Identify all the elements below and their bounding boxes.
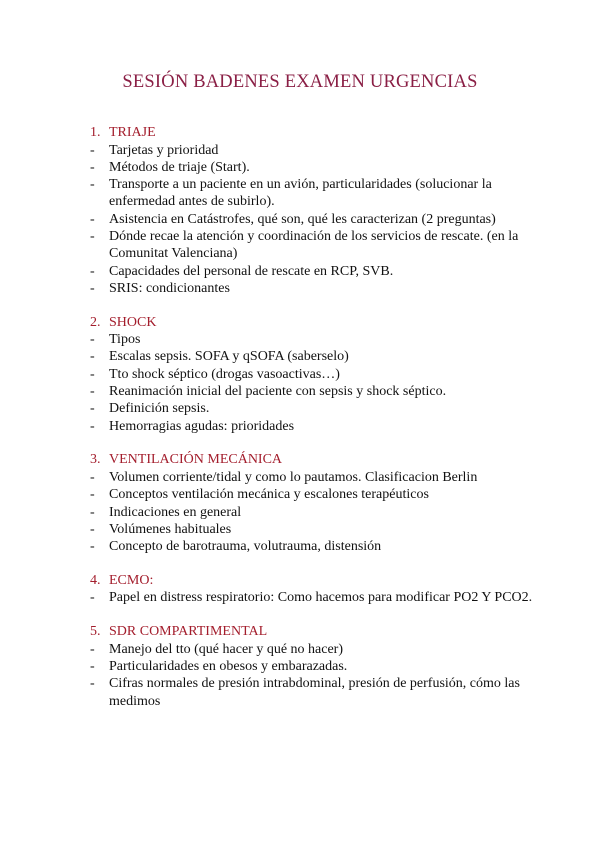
list-item [90, 280, 550, 297]
item-text: Indicaciones en general [109, 504, 242, 520]
list-item [90, 331, 550, 348]
bullet-dash: - [90, 641, 95, 657]
bullet-dash: - [90, 539, 95, 555]
section-heading [90, 623, 550, 641]
section-heading [90, 572, 550, 590]
section-title: TRIAJE [109, 125, 156, 140]
item-text: Capacidades del personal de rescate en RCP, SVB. [109, 263, 394, 279]
section-title: VENTILACIÓN MECÁNICA [109, 452, 283, 468]
bullet-dash: - [90, 590, 95, 606]
section-heading [90, 451, 550, 469]
item-list [90, 641, 550, 710]
item-text: SRIS: condicionantes [109, 280, 230, 296]
bullet-dash: - [90, 263, 95, 279]
section-number: 2. [90, 314, 101, 330]
section-ventilacion-mecanica [90, 451, 550, 555]
list-item [90, 641, 550, 658]
item-list [90, 469, 550, 555]
bullet-dash: - [90, 211, 95, 227]
list-item [90, 228, 550, 263]
item-text: Definición sepsis. [109, 401, 210, 417]
list-item [90, 418, 550, 435]
list-item [90, 176, 550, 211]
list-item [90, 486, 550, 503]
bullet-dash: - [90, 659, 95, 675]
list-item [90, 589, 550, 606]
document-content [90, 124, 550, 726]
item-text: Asistencia en Catástrofes, qué son, qué les caracterizan (2 preguntas) [109, 211, 496, 227]
item-text: Tipos [109, 332, 141, 348]
bullet-dash: - [90, 676, 95, 692]
item-text: Métodos de triaje (Start). [109, 159, 250, 175]
bullet-dash: - [90, 418, 95, 434]
bullet-dash: - [90, 142, 95, 158]
bullet-dash: - [90, 487, 95, 503]
list-item [90, 142, 550, 159]
list-item [90, 366, 550, 383]
bullet-dash: - [90, 469, 95, 485]
item-text: Cifras normales de presión intrabdominal, presión de perfusión, cómo las medimos [109, 676, 520, 709]
section-title: ECMO: [109, 572, 154, 588]
document-title: SESIÓN BADENES EXAMEN URGENCIAS [122, 72, 478, 92]
list-item [90, 400, 550, 417]
list-item [90, 538, 550, 555]
item-list [90, 589, 550, 606]
item-text: Hemorragias agudas: prioridades [109, 418, 295, 434]
bullet-dash: - [90, 159, 95, 175]
item-text: Concepto de barotrauma, volutrauma, distensión [109, 539, 382, 555]
list-item [90, 211, 550, 228]
bullet-dash: - [90, 401, 95, 417]
section-number: 1. [90, 125, 101, 140]
item-text: Tarjetas y prioridad [109, 142, 219, 158]
item-list [90, 142, 550, 298]
item-text: Transporte a un paciente en un avión, particularidades (solucionar la enfermedad antes de subirlo). [109, 177, 492, 210]
section-shock [90, 314, 550, 435]
item-text: Reanimación inicial del paciente con sepsis y shock séptico. [109, 384, 447, 400]
list-item [90, 658, 550, 675]
list-item [90, 348, 550, 365]
bullet-dash: - [90, 280, 95, 296]
item-text: Manejo del tto (qué hacer y qué no hacer) [109, 641, 344, 657]
section-number: 5. [90, 624, 101, 640]
item-text: Escalas sepsis. SOFA y qSOFA (saberselo) [109, 349, 349, 365]
item-text: Volúmenes habituales [109, 521, 232, 537]
section-sdr-compartimental [90, 623, 550, 710]
list-item [90, 469, 550, 486]
list-item [90, 675, 550, 710]
section-title: SHOCK [109, 314, 157, 330]
item-text: Papel en distress respiratorio: Como hacemos para modificar PO2 Y PCO2. [109, 590, 533, 606]
bullet-dash: - [90, 332, 95, 348]
item-text: Dónde recae la atención y coordinación de los servicios de rescate. (en la Comunitat Valenciana) [109, 228, 519, 262]
list-item [90, 383, 550, 400]
bullet-dash: - [90, 228, 95, 244]
item-text: Particularidades en obesos y embarazadas. [109, 659, 348, 675]
bullet-dash: - [90, 521, 95, 537]
section-heading [90, 314, 550, 332]
section-triaje [90, 124, 550, 297]
list-item [90, 521, 550, 538]
section-ecmo [90, 572, 550, 607]
list-item [90, 504, 550, 521]
item-list [90, 331, 550, 435]
section-heading [90, 124, 550, 142]
bullet-dash: - [90, 349, 95, 365]
bullet-dash: - [90, 384, 95, 400]
bullet-dash: - [90, 177, 95, 193]
section-number: 4. [90, 572, 101, 588]
bullet-dash: - [90, 504, 95, 520]
section-title: SDR COMPARTIMENTAL [109, 624, 268, 640]
item-text: Conceptos ventilación mecánica y escalones terapéuticos [109, 487, 429, 503]
list-item [90, 263, 550, 280]
item-text: Tto shock séptico (drogas vasoactivas…) [109, 366, 340, 382]
section-number: 3. [90, 452, 101, 468]
item-text: Volumen corriente/tidal y como lo pautamos. Clasificacion Berlin [109, 469, 478, 485]
list-item [90, 159, 550, 176]
bullet-dash: - [90, 366, 95, 382]
